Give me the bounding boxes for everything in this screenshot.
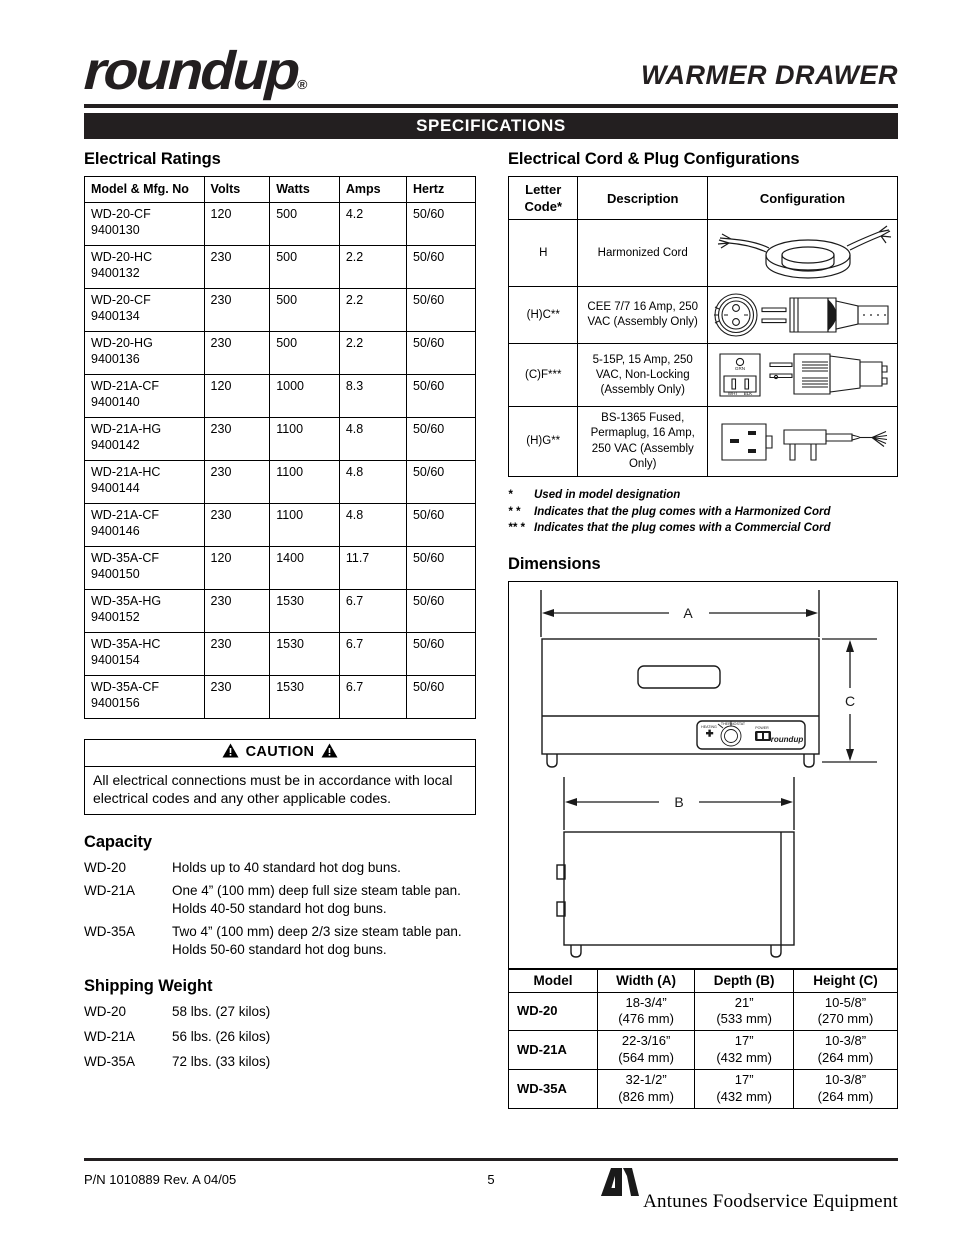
capacity-text: Two 4” (100 mm) deep 2/3 size steam table pan. Holds 50-60 standard hot dog buns. — [172, 923, 462, 957]
col-hertz: Hertz — [406, 177, 475, 203]
model-name: WD-20-HC — [91, 249, 153, 264]
depth-mm: (432 mm) — [716, 1050, 772, 1066]
table-row — [85, 632, 476, 675]
width-mm: (476 mm) — [618, 1011, 674, 1027]
coiled-cord-icon — [710, 222, 895, 284]
cell-amps: 2.2 — [339, 288, 406, 331]
cell-configuration — [708, 407, 898, 477]
bs-1363-plug-icon — [710, 414, 895, 470]
cell-volts: 230 — [204, 589, 270, 632]
control-label-thermostat: THERMOSTAT — [720, 722, 746, 727]
cell-width — [597, 1070, 694, 1109]
height-inches: 10-5/8” — [824, 994, 867, 1010]
cell-depth — [695, 1031, 794, 1070]
height-inches: 10-3/8” — [824, 1033, 867, 1049]
col-letter-code-line2: Code* — [524, 199, 562, 215]
caution-text: All electrical connections must be in accordance with local electrical codes and any other applicable codes. — [93, 771, 453, 807]
model-name: WD-35A-CF — [91, 679, 160, 694]
footnote-marker: * — [508, 489, 513, 501]
cell-amps: 6.7 — [339, 675, 406, 718]
table-row — [85, 202, 476, 245]
table-row — [85, 417, 476, 460]
cell-watts: 1000 — [270, 374, 340, 417]
dimension-label-a: A — [683, 605, 693, 622]
cord-plug-heading: Electrical Cord & Plug Configurations — [508, 150, 800, 168]
page-footer — [84, 1166, 898, 1222]
model-name: WD-20-HG — [91, 335, 153, 350]
mfg-number: 9400130 — [91, 223, 140, 237]
col-model-mfg: Model & Mfg. No — [85, 177, 205, 203]
cell-model — [85, 417, 205, 460]
cell-depth — [695, 992, 794, 1031]
cell-amps: 4.2 — [339, 202, 406, 245]
cell-hertz: 50/60 — [406, 374, 475, 417]
model-name: WD-21A-CF — [91, 378, 160, 393]
width-inches: 32-1/2” — [625, 1072, 667, 1088]
table-row — [85, 589, 476, 632]
footnote — [508, 520, 898, 537]
table-row — [509, 1070, 898, 1109]
cell-watts: 1100 — [270, 503, 340, 546]
col-height: Height (C) — [793, 970, 897, 993]
cell-hertz: 50/60 — [406, 589, 475, 632]
cell-model — [85, 632, 205, 675]
cell-hertz: 50/60 — [406, 503, 475, 546]
capacity-model: WD-20 — [84, 860, 127, 875]
col-watts: Watts — [270, 177, 340, 203]
cell-height — [793, 992, 897, 1031]
model-name: WD-35A-HG — [91, 593, 162, 608]
list-item — [84, 1053, 476, 1071]
shipping-text: 56 lbs. (26 kilos) — [172, 1028, 271, 1044]
cell-description: BS-1365 Fused, Permaplug, 16 Amp, 250 VAC (Assembly Only) — [578, 407, 708, 477]
cell-model — [85, 288, 205, 331]
cell-volts: 230 — [204, 288, 270, 331]
caution-header — [85, 740, 475, 767]
cee-7-7-plug-icon — [710, 289, 895, 341]
capacity-model: WD-21A — [84, 882, 136, 898]
cell-watts: 1530 — [270, 675, 340, 718]
list-item — [84, 882, 476, 918]
plug-label-blk: BLK — [743, 391, 753, 397]
cell-amps: 4.8 — [339, 503, 406, 546]
page-number: 5 — [487, 1172, 495, 1187]
unit-brand-label: roundup — [770, 735, 804, 745]
table-row — [509, 992, 898, 1031]
cell-configuration — [708, 344, 898, 407]
height-mm: (264 mm) — [817, 1050, 874, 1066]
depth-mm: (533 mm) — [716, 1011, 772, 1027]
footnote — [508, 504, 898, 521]
depth-inches: 17” — [734, 1033, 754, 1049]
depth-inches: 21” — [734, 994, 754, 1010]
mfg-number: 9400134 — [91, 309, 140, 323]
col-model: Model — [509, 970, 598, 993]
table-row — [509, 1031, 898, 1070]
cell-watts: 1530 — [270, 632, 340, 675]
table-row — [509, 344, 898, 407]
table-row — [509, 220, 898, 287]
list-item — [84, 1028, 476, 1046]
plug-label-grn: GRN — [734, 366, 746, 372]
capacity-list — [84, 859, 476, 959]
nema-5-15p-plug-icon — [710, 346, 895, 404]
cell-letter-code: (H)C** — [509, 287, 578, 344]
electrical-ratings-heading: Electrical Ratings — [84, 150, 221, 168]
dimensions-diagram — [508, 581, 898, 969]
model-name: WD-35A-HC — [91, 636, 161, 651]
cell-amps: 6.7 — [339, 589, 406, 632]
cell-model — [85, 202, 205, 245]
col-volts: Volts — [204, 177, 270, 203]
cell-hertz: 50/60 — [406, 546, 475, 589]
col-depth: Depth (B) — [695, 970, 794, 993]
table-row — [85, 374, 476, 417]
mfg-number: 9400140 — [91, 395, 140, 409]
col-configuration: Configuration — [708, 177, 898, 220]
shipping-model: WD-21A — [84, 1028, 136, 1044]
cell-watts: 500 — [270, 245, 340, 288]
footnote-marker: ** * — [508, 522, 525, 535]
cell-amps: 4.8 — [339, 417, 406, 460]
electrical-ratings-table — [84, 176, 476, 719]
height-mm: (270 mm) — [817, 1011, 874, 1027]
cell-configuration — [708, 287, 898, 344]
cell-model — [85, 331, 205, 374]
cell-letter-code: H — [509, 220, 578, 287]
cell-description: CEE 7/7 16 Amp, 250 VAC (Assembly Only) — [578, 287, 708, 344]
height-inches: 10-3/8” — [824, 1072, 867, 1088]
dimensions-table — [508, 969, 898, 1109]
warning-triangle-icon — [222, 743, 239, 762]
cell-amps: 2.2 — [339, 245, 406, 288]
cell-model — [85, 546, 205, 589]
cell-volts: 230 — [204, 417, 270, 460]
plug-label-wht: WHT — [727, 391, 739, 397]
cell-letter-code: (H)G** — [509, 407, 578, 477]
cord-plug-table — [508, 176, 898, 477]
part-number: P/N 1010889 Rev. A 04/05 — [84, 1172, 237, 1187]
cell-model — [85, 374, 205, 417]
cell-configuration — [708, 220, 898, 287]
page-header — [84, 42, 898, 104]
cell-model — [85, 245, 205, 288]
cell-hertz: 50/60 — [406, 632, 475, 675]
table-row — [85, 245, 476, 288]
shipping-text: 72 lbs. (33 kilos) — [172, 1053, 271, 1069]
roundup-logo-text: roundup — [82, 41, 299, 101]
model-name: WD-20-CF — [91, 292, 151, 307]
cell-volts: 230 — [204, 460, 270, 503]
cell-hertz: 50/60 — [406, 245, 475, 288]
cell-amps: 11.7 — [339, 546, 406, 589]
capacity-text: Holds up to 40 standard hot dog buns. — [172, 860, 401, 875]
caution-title: CAUTION — [245, 743, 315, 760]
control-label-power: POWER — [755, 726, 769, 731]
cell-model: WD-21A — [509, 1031, 598, 1070]
cell-amps: 2.2 — [339, 331, 406, 374]
model-name: WD-21A-HC — [91, 464, 161, 479]
cell-model — [85, 503, 205, 546]
table-header-row — [85, 177, 476, 203]
mfg-number: 9400152 — [91, 610, 140, 624]
footnote — [508, 487, 898, 504]
mfg-number: 9400154 — [91, 653, 140, 667]
cell-hertz: 50/60 — [406, 202, 475, 245]
header-divider — [84, 104, 898, 108]
footnote-marker: * * — [508, 505, 521, 518]
cell-width — [597, 992, 694, 1031]
cell-volts: 230 — [204, 503, 270, 546]
cell-depth — [695, 1070, 794, 1109]
registered-mark: ® — [296, 77, 308, 92]
table-row — [85, 675, 476, 718]
cell-volts: 120 — [204, 546, 270, 589]
list-item — [84, 923, 476, 959]
width-inches: 18-3/4” — [625, 994, 667, 1010]
control-label-heating: HEATING — [701, 725, 717, 730]
cell-hertz: 50/60 — [406, 460, 475, 503]
mfg-number: 9400156 — [91, 696, 140, 710]
cell-volts: 230 — [204, 632, 270, 675]
shipping-text: 58 lbs. (27 kilos) — [172, 1003, 271, 1019]
width-mm: (826 mm) — [618, 1089, 674, 1105]
shipping-model: WD-20 — [84, 1003, 127, 1019]
capacity-text: One 4” (100 mm) deep full size steam table pan. Holds 40-50 standard hot dog buns. — [172, 882, 461, 916]
col-description: Description — [578, 177, 708, 220]
width-mm: (564 mm) — [618, 1050, 674, 1066]
mfg-number: 9400144 — [91, 481, 140, 495]
table-row — [85, 503, 476, 546]
col-letter-code — [509, 177, 578, 220]
table-row — [509, 407, 898, 477]
dimension-label-c: C — [844, 693, 856, 710]
shipping-weight-list — [84, 1003, 476, 1071]
footnote-text: Indicates that the plug comes with a Harmonized Cord — [534, 505, 831, 518]
table-row — [85, 331, 476, 374]
cell-amps: 8.3 — [339, 374, 406, 417]
cell-hertz: 50/60 — [406, 675, 475, 718]
col-amps: Amps — [339, 177, 406, 203]
width-inches: 22-3/16” — [621, 1033, 671, 1049]
cell-model — [85, 460, 205, 503]
height-mm: (264 mm) — [817, 1089, 874, 1105]
table-header-row — [509, 970, 898, 993]
cell-watts: 500 — [270, 202, 340, 245]
depth-mm: (432 mm) — [716, 1089, 772, 1105]
cell-volts: 230 — [204, 245, 270, 288]
model-name: WD-21A-HG — [91, 421, 162, 436]
cell-volts: 230 — [204, 675, 270, 718]
mfg-number: 9400142 — [91, 438, 140, 452]
dimensions-heading: Dimensions — [508, 555, 601, 574]
antunes-brand — [595, 1166, 898, 1213]
cell-width — [597, 1031, 694, 1070]
footnote-text: Used in model designation — [534, 489, 681, 501]
caution-box — [84, 739, 476, 816]
table-row — [85, 288, 476, 331]
document-title: WARMER DRAWER — [641, 60, 898, 90]
table-header-row — [509, 177, 898, 220]
cell-model — [85, 675, 205, 718]
table-row — [85, 460, 476, 503]
shipping-weight-heading: Shipping Weight — [84, 976, 213, 995]
mfg-number: 9400136 — [91, 352, 140, 366]
warning-triangle-icon — [321, 743, 338, 762]
mfg-number: 9400150 — [91, 567, 140, 581]
cell-volts: 120 — [204, 202, 270, 245]
model-name: WD-35A-CF — [91, 550, 160, 565]
capacity-heading: Capacity — [84, 833, 152, 851]
cell-description: 5-15P, 15 Amp, 250 VAC, Non-Locking (Assembly Only) — [578, 344, 708, 407]
cell-amps: 4.8 — [339, 460, 406, 503]
left-column — [84, 150, 476, 1078]
model-name: WD-20-CF — [91, 206, 151, 221]
col-width: Width (A) — [597, 970, 694, 993]
cell-height — [793, 1070, 897, 1109]
cell-description: Harmonized Cord — [578, 220, 708, 287]
col-letter-code-line1: Letter — [525, 182, 562, 197]
model-name: WD-21A-CF — [91, 507, 160, 522]
right-column — [508, 150, 898, 1109]
cell-watts: 500 — [270, 288, 340, 331]
section-band-specifications: SPECIFICATIONS — [84, 113, 898, 139]
cell-hertz: 50/60 — [406, 288, 475, 331]
capacity-model: WD-35A — [84, 923, 136, 939]
cell-volts: 120 — [204, 374, 270, 417]
shipping-model: WD-35A — [84, 1053, 136, 1069]
cell-letter-code: (C)F*** — [509, 344, 578, 407]
brand-name: Antunes Foodservice Equipment — [643, 1191, 898, 1212]
cell-amps: 6.7 — [339, 632, 406, 675]
cell-model: WD-35A — [509, 1070, 598, 1109]
cord-plug-footnotes — [508, 487, 898, 537]
cell-model: WD-20 — [509, 992, 598, 1031]
cell-model — [85, 589, 205, 632]
roundup-logo — [82, 41, 309, 101]
cell-watts: 500 — [270, 331, 340, 374]
cell-watts: 1100 — [270, 417, 340, 460]
cell-height — [793, 1031, 897, 1070]
antunes-logo-icon — [595, 1166, 643, 1213]
cell-hertz: 50/60 — [406, 331, 475, 374]
cell-watts: 1530 — [270, 589, 340, 632]
cell-volts: 230 — [204, 331, 270, 374]
list-item — [84, 859, 476, 877]
table-row — [509, 287, 898, 344]
list-item — [84, 1003, 476, 1021]
mfg-number: 9400146 — [91, 524, 140, 538]
cell-hertz: 50/60 — [406, 417, 475, 460]
cell-watts: 1400 — [270, 546, 340, 589]
dimension-label-b: B — [674, 794, 684, 811]
footnote-text: Indicates that the plug comes with a Commercial Cord — [534, 522, 831, 535]
table-row — [85, 546, 476, 589]
footer-divider — [84, 1158, 898, 1161]
depth-inches: 17” — [734, 1072, 754, 1088]
cell-watts: 1100 — [270, 460, 340, 503]
mfg-number: 9400132 — [91, 266, 140, 280]
